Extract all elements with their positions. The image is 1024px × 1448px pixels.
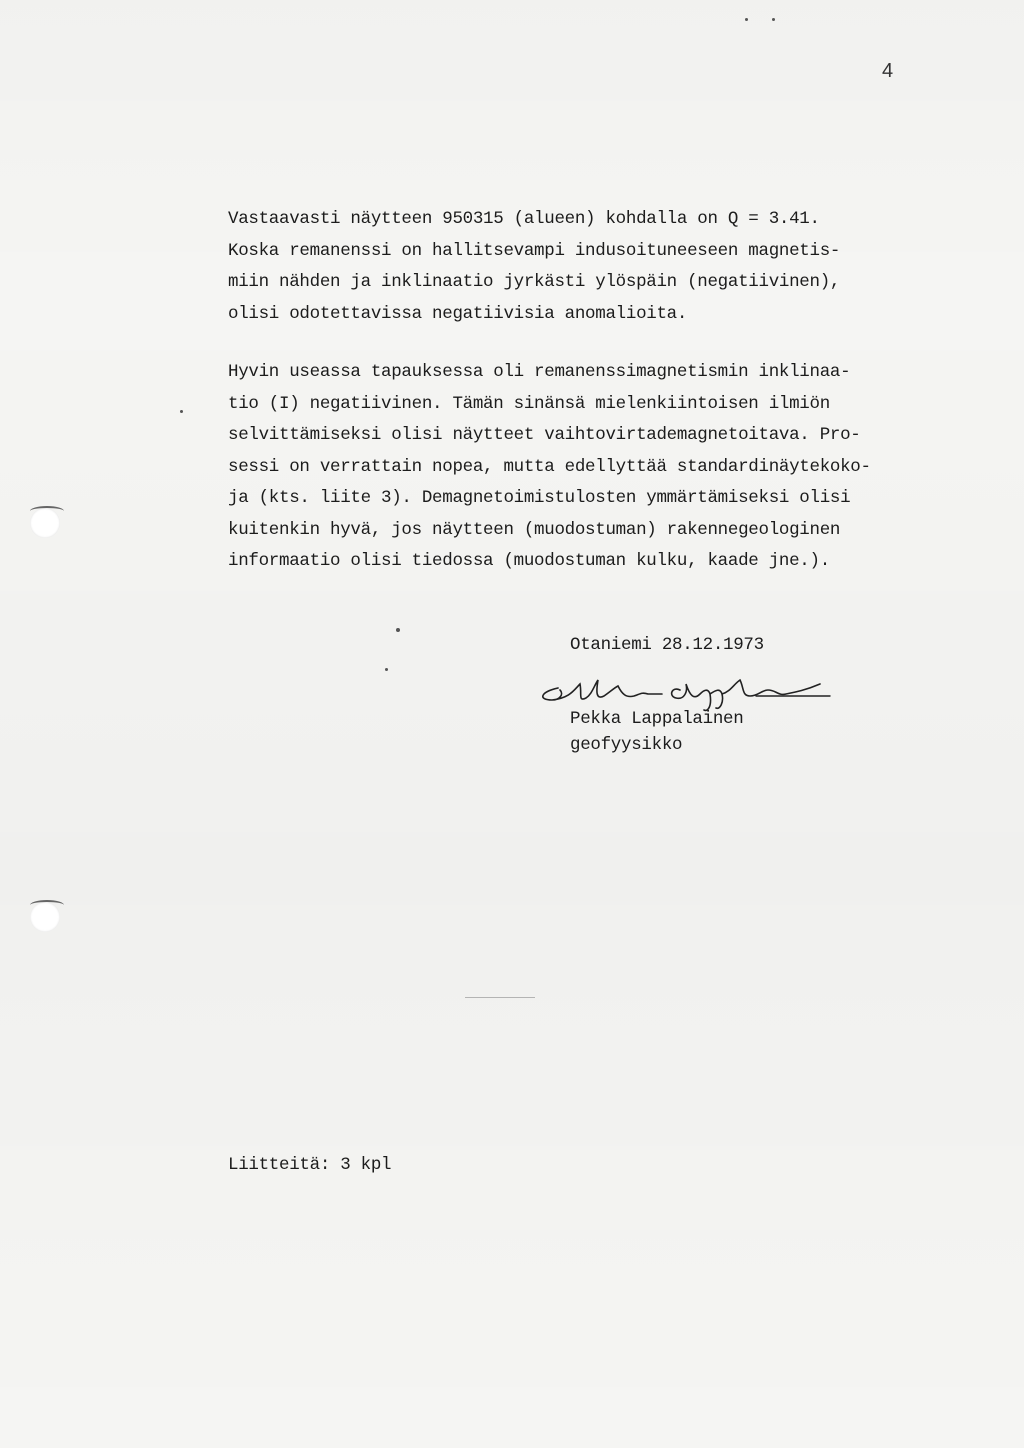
paragraph-1 [228, 204, 908, 330]
text-line: olisi odotettavissa negatiivisia anomalioita. [228, 303, 688, 324]
text-line: ja (kts. liite 3). Demagnetoimistulosten ymmärtämiseksi olisi [228, 488, 851, 508]
text-line: kuitenkin hyvä, jos näytteen (muodostuman) rakennegeologinen [228, 519, 841, 540]
place-date: Otaniemi 28.12.1973 [570, 635, 764, 655]
text-line: miin nähden ja inklinaatio jyrkästi ylöspäin (negatiivinen), [228, 272, 841, 292]
signer-name: Pekka Lappalainen [570, 709, 744, 729]
ink-speck [385, 668, 388, 671]
signature-block [570, 630, 890, 755]
ink-speck [396, 628, 400, 632]
page-number: 4 [882, 60, 894, 82]
text-line: informaatio olisi tiedossa (muodostuman kulku, kaade jne.). [228, 551, 830, 571]
ink-speck [745, 18, 748, 21]
signer-title: geofyysikko [570, 735, 683, 755]
text-line: Koska remanenssi on hallitsevampi indusoituneeseen magnetis- [228, 240, 841, 261]
punch-hole-edge [30, 900, 64, 910]
paragraph-2 [228, 357, 908, 578]
ink-speck [772, 18, 775, 21]
text-line: Vastaavasti näytteen 950315 (alueen) kohdalla on Q = 3.41. [228, 209, 820, 229]
faint-mark [465, 997, 535, 998]
ink-speck [180, 410, 183, 413]
text-line: selvittämiseksi olisi näytteet vaihtovirtademagnetoitava. Pro- [228, 425, 861, 445]
text-line: tio (I) negatiivinen. Tämän sinänsä mielenkiintoisen ilmiön [228, 393, 830, 414]
text-line: sessi on verrattain nopea, mutta edellyttää standardinäytekoko- [228, 456, 871, 477]
attachments-note: Liitteitä: 3 kpl [228, 1155, 392, 1175]
punch-hole-edge [30, 506, 64, 516]
text-line: Hyvin useassa tapauksessa oli remanenssimagnetismin inklinaa- [228, 362, 851, 382]
